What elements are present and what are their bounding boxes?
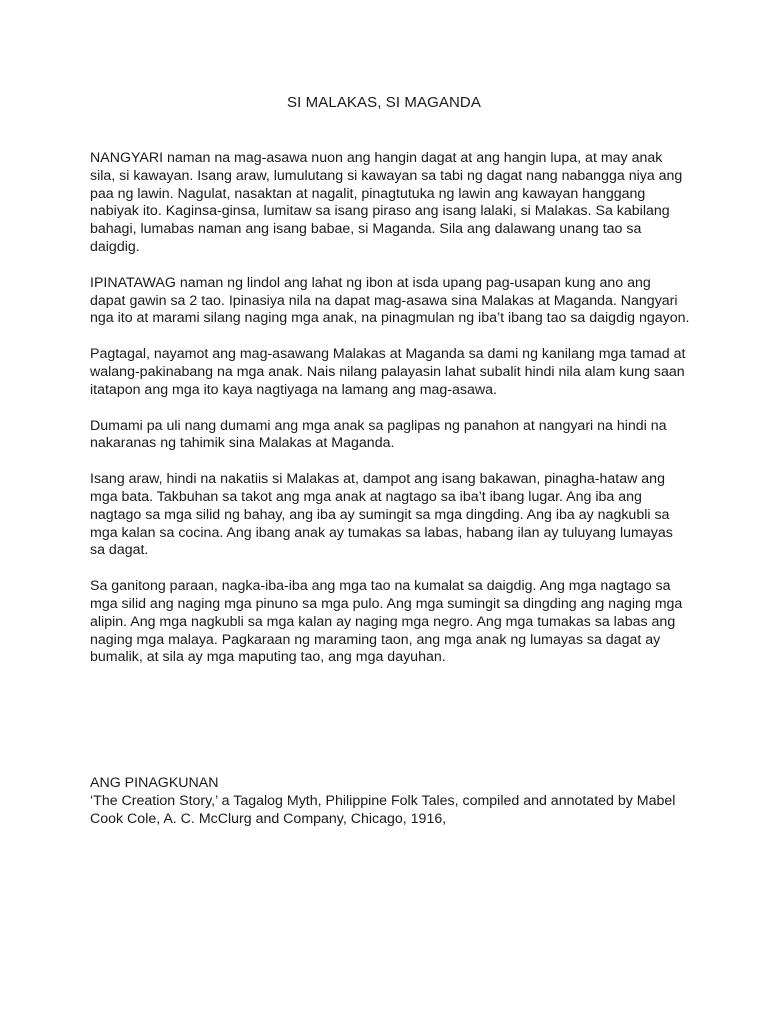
paragraph: NANGYARI naman na mag-asawa nuon ang hangin dagat at ang hangin lupa, at may anak sila, si kawayan. Isang araw, lumulutang si kawayan sa tabi ng dagat nang nabangga niya ang paa ng lawin. Nagulat, nasaktan at nagalit, pinagtutuka ng lawin ang kawayan hanggang nabiyak ito. Kaginsa-ginsa, lumitaw sa isang piraso ang isang lalaki, si Malakas. Sa kabilang bahagi, lumabas naman ang isang babae, si Maganda. Sila ang dalawang unang tao sa daigdig. xyxy=(90,150,683,255)
story-body xyxy=(90,150,690,685)
source-citation: ‘The Creation Story,’ a Tagalog Myth, Philippine Folk Tales, compiled and annotated by Mabel Cook Cole, A. C. McClurg and Company, Chicago, 1916, xyxy=(90,793,676,827)
paragraph: Sa ganitong paraan, nagka-iba-iba ang mga tao na kumalat sa daigdig. Ang mga nagtago sa mga silid ang naging mga pinuno sa mga pulo. Ang mga sumingit sa dingding ang naging mga alipin. Ang mga nagkubli sa mga kalan ay naging mga negro. Ang mga tumakas sa labas ang naging mga malaya. Pagkaraan ng maraming taon, ang mga anak ng lumayas sa dagat ay bumalik, at sila ay mga maputing tao, ang mga dayuhan. xyxy=(90,578,683,666)
source-section xyxy=(90,774,690,828)
paragraph: IPINATAWAG naman ng lindol ang lahat ng ibon at isda upang pag-usapan kung ano ang dapat gawin sa 2 tao. Ipinasiya nila na dapat mag-asawa sina Malakas at Maganda. Nangyari nga ito at marami silang naging mga anak, na pinagmulan ng iba’t ibang tao sa daigdig ngayon. xyxy=(90,274,690,327)
document-title: SI MALAKAS, SI MAGANDA xyxy=(287,94,481,111)
paragraph: Isang araw, hindi na nakatiis si Malakas at, dampot ang isang bakawan, pinagha-hataw ang mga bata. Takbuhan sa takot ang mga anak at nagtago sa iba’t ibang lugar. Ang iba ang nagtago sa mga silid ng bahay, ang iba ay sumingit sa mga dingding. Ang iba ay nagkubli sa mga kalan sa cocina. Ang ibang anak ay tumakas sa labas, habang ilan ay tuluyang lumayas sa dagat. xyxy=(90,471,673,559)
paragraph: Pagtagal, nayamot ang mag-asawang Malakas at Maganda sa dami ng kanilang mga tamad at walang-pakinabang na mga anak. Nais nilang palayasin lahat subalit hindi nila alam kung saan itatapon ang mga ito kaya nagtiyaga na lamang ang mag-asawa. xyxy=(90,346,686,398)
paragraph: Dumami pa uli nang dumami ang mga anak sa paglipas ng panahon at nangyari na hindi na nakaranas ng tahimik sina Malakas at Maganda. xyxy=(90,417,667,452)
source-heading: ANG PINAGKUNAN xyxy=(90,775,219,791)
